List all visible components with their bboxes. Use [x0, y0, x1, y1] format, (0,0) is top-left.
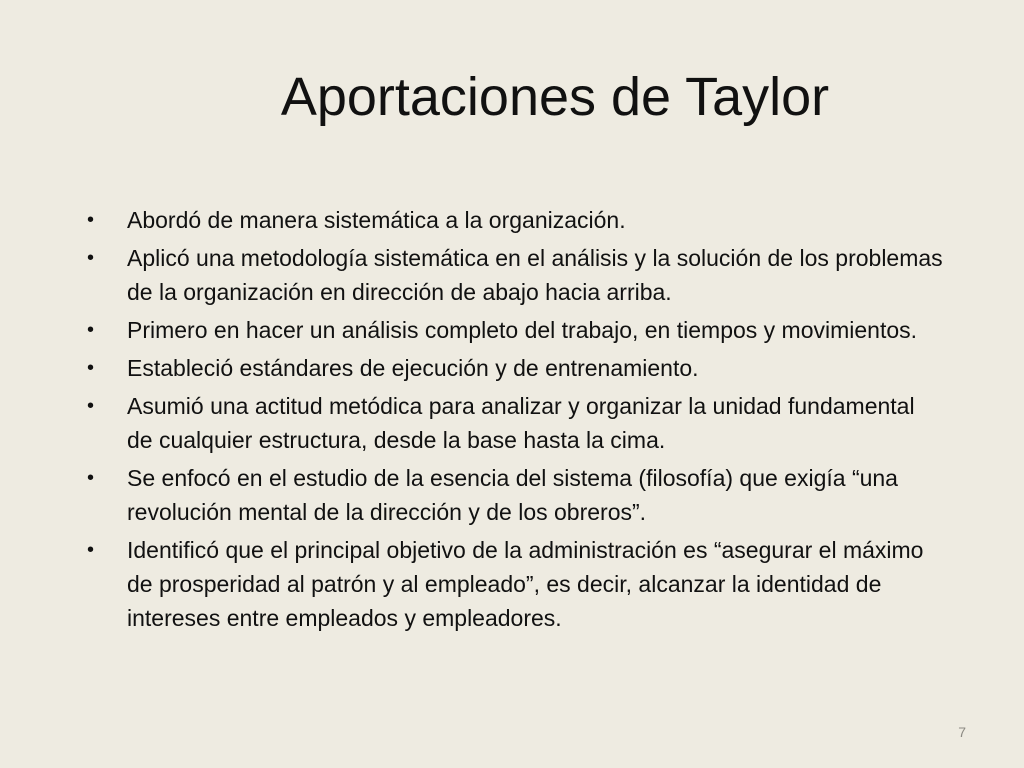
bullet-icon: •: [87, 209, 95, 231]
bullet-text: Identificó que el principal objetivo de la administración es “asegurar el máximo de prosperidad al patrón y al empleado”, es decir, alcanzar la identidad de intereses entre empleados y empleadores.: [127, 537, 924, 631]
bullet-item: [85, 351, 945, 385]
slide-number: 7: [958, 724, 966, 740]
slide-title: Aportaciones de Taylor: [280, 67, 830, 127]
bullet-text: Se enfocó en el estudio de la esencia del sistema (filosofía) que exigía “una revolución mental de la dirección y de los obreros”.: [127, 465, 898, 525]
bullet-icon: •: [87, 247, 95, 269]
bullet-list: [85, 203, 945, 639]
bullet-text: Asumió una actitud metódica para analizar y organizar la unidad fundamental de cualquier estructura, desde la base hasta la cima.: [127, 393, 915, 453]
bullet-text: Primero en hacer un análisis completo del trabajo, en tiempos y movimientos.: [127, 317, 918, 343]
bullet-item: [85, 241, 945, 309]
bullet-item: [85, 461, 945, 529]
bullet-icon: •: [87, 357, 95, 379]
bullet-item: [85, 313, 945, 347]
bullet-item: [85, 389, 945, 457]
bullet-icon: •: [87, 467, 95, 489]
bullet-icon: •: [87, 539, 95, 561]
bullet-text: Estableció estándares de ejecución y de entrenamiento.: [127, 355, 699, 381]
bullet-text: Abordó de manera sistemática a la organización.: [127, 207, 626, 233]
bullet-item: [85, 203, 945, 237]
bullet-item: [85, 533, 945, 635]
bullet-text: Aplicó una metodología sistemática en el análisis y la solución de los problemas de la organización en dirección de abajo hacia arriba.: [127, 245, 943, 305]
bullet-icon: •: [87, 319, 95, 341]
bullet-icon: •: [87, 395, 95, 417]
